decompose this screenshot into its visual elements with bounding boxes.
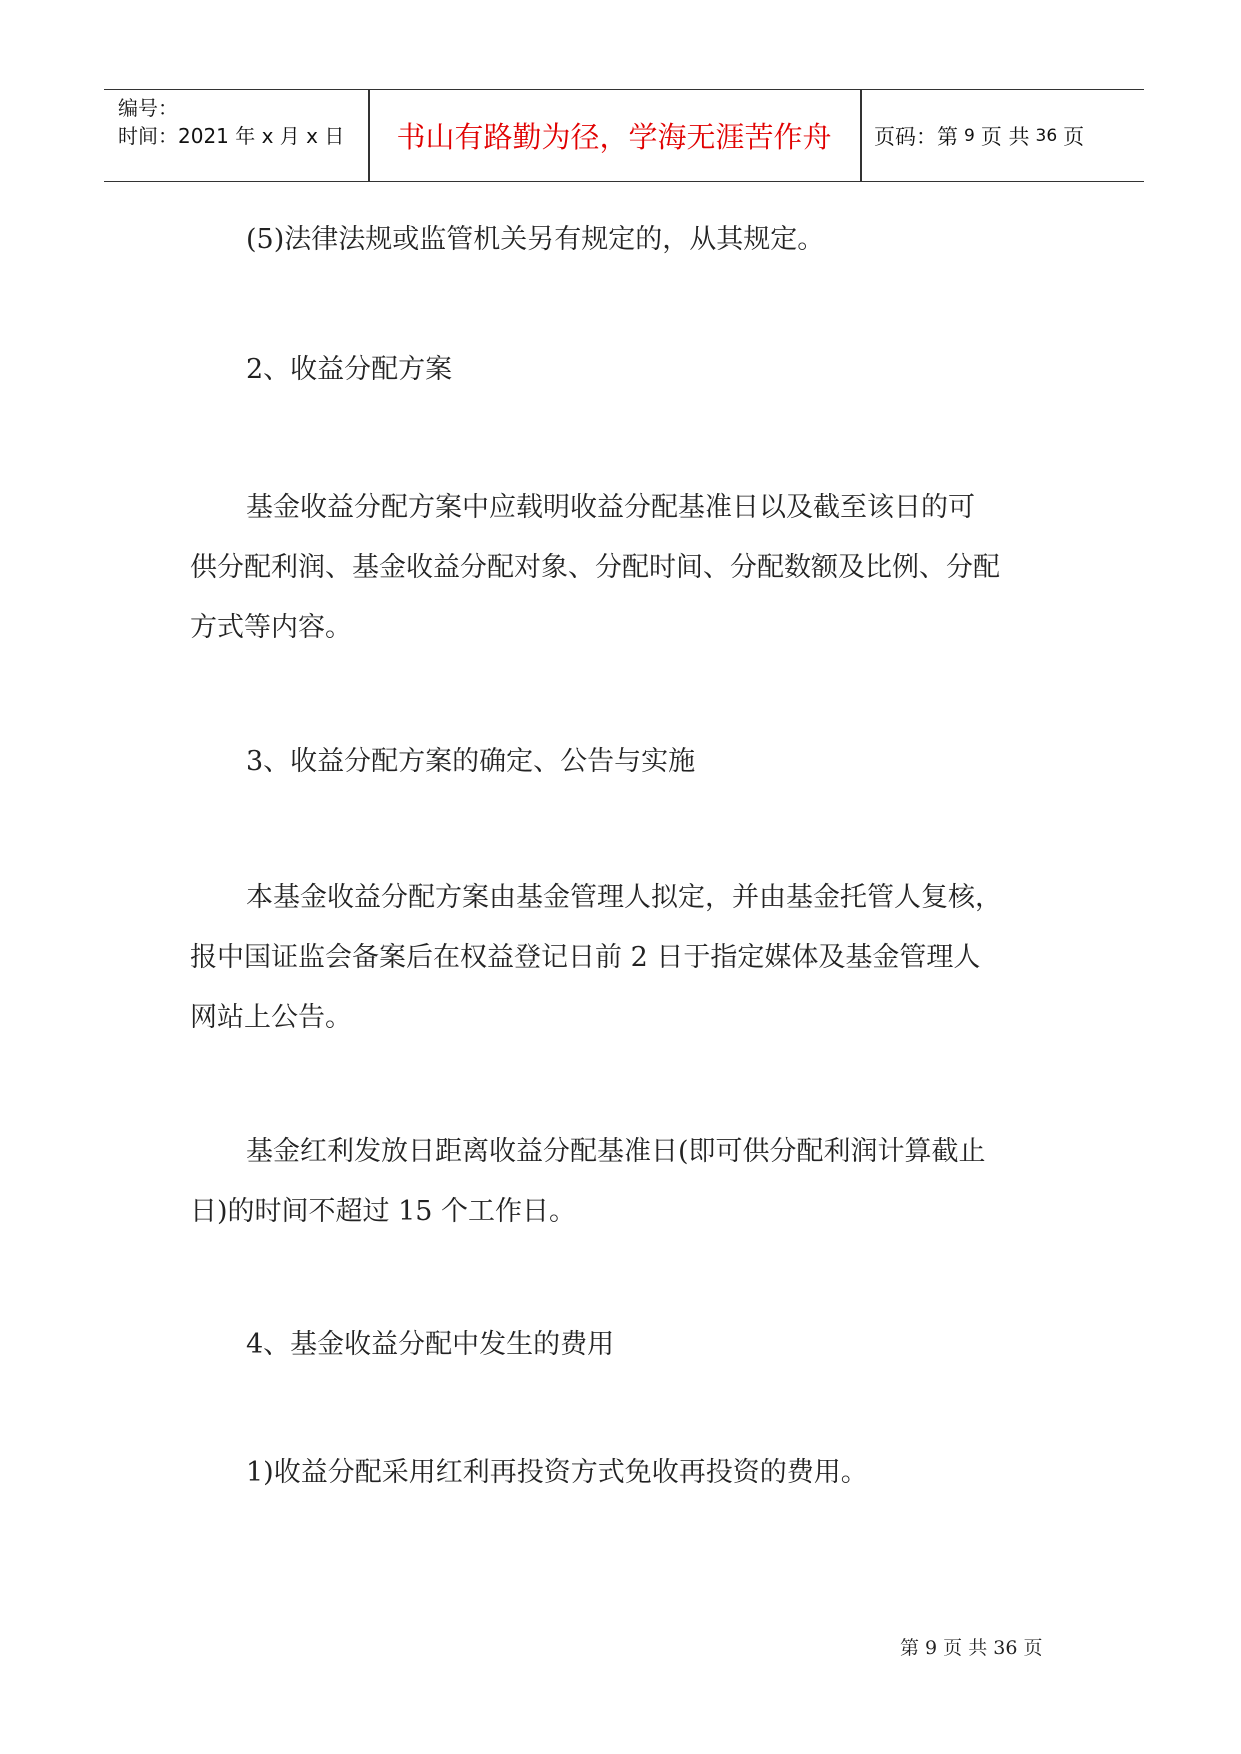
page-prefix: 页码：第 [874,124,958,149]
paragraph-regulation: (5)法律法规或监管机关另有规定的，从其规定。 [246,224,825,255]
serial-label: 编号： [118,96,178,120]
header-divider [860,90,862,181]
section-heading: 4、基金收益分配中发生的费用 [246,1329,615,1360]
page-middle: 页 共 [980,124,1030,149]
page-suffix: 页 [1063,124,1085,149]
paragraph-announcement: 本基金收益分配方案由基金管理人拟定，并由基金托管人复核， 报中国证监会备案后在权益登记日前 2 日于指定媒体及基金管理人 网站上公告。 [190,882,1002,1033]
document-header [104,89,1144,182]
page-current: 9 [964,125,975,146]
header-meta [118,94,344,150]
header-motto: 书山有路勤为径，学海无涯苦作舟 [396,120,832,154]
paragraph-plan-contents: 基金收益分配方案中应载明收益分配基准日以及截至该日的可 供分配利润、基金收益分配对象、分配时间、分配数额及比例、分配 方式等内容。 [190,492,1000,643]
page-footer: 第 9 页 共 36 页 [900,1637,1043,1659]
section-heading: 3、收益分配方案的确定、公告与实施 [246,746,696,777]
paragraph-dividend-date: 基金红利发放日距离收益分配基准日(即可供分配利润计算截止 日)的时间不超过 15 个工作日。 [190,1136,986,1227]
header-page-number [874,90,1084,181]
paragraph-fees: 1)收益分配采用红利再投资方式免收再投资的费用。 [246,1457,868,1488]
section-heading: 2、收益分配方案 [246,354,453,385]
date-label: 时间：2021 年 x 月 x 日 [118,124,345,148]
page-total: 36 [1035,125,1058,146]
